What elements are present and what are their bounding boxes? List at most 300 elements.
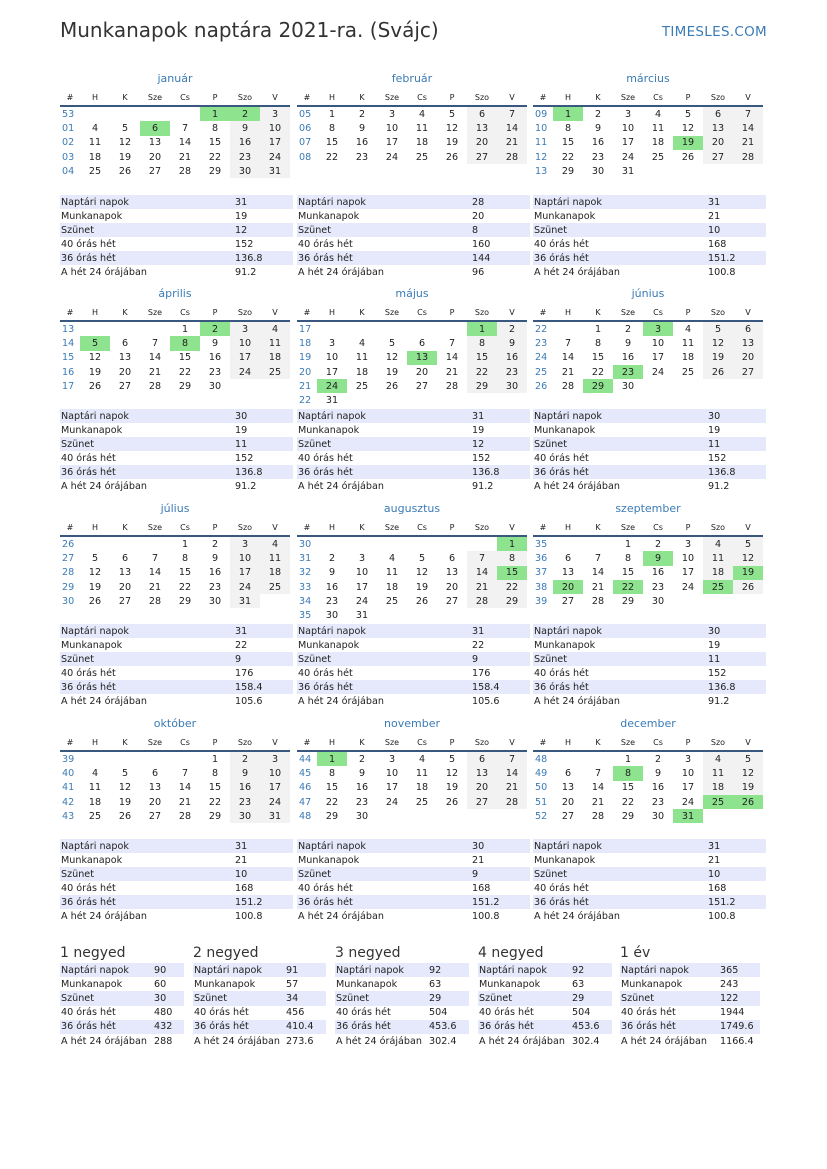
day-cell[interactable]: 11	[415, 767, 429, 779]
day-cell[interactable]: 12	[118, 782, 132, 794]
day-cell[interactable]: 21	[733, 136, 763, 150]
day-cell[interactable]: 27	[733, 365, 763, 379]
day-cell[interactable]: 28	[178, 810, 192, 822]
day-cell[interactable]: 30	[325, 610, 339, 622]
day-cell[interactable]: 2	[358, 753, 366, 765]
day-cell[interactable]: 27	[467, 795, 497, 809]
day-cell[interactable]: 13	[733, 336, 763, 350]
day-cell[interactable]: 8	[467, 336, 497, 350]
day-cell[interactable]: 12	[681, 122, 695, 134]
day-cell[interactable]: 8	[613, 766, 643, 780]
day-cell[interactable]: 9	[358, 767, 366, 779]
day-cell[interactable]: 10	[385, 767, 399, 779]
day-cell[interactable]: 15	[208, 782, 222, 794]
day-cell[interactable]: 27	[118, 380, 132, 392]
day-cell[interactable]: 2	[358, 108, 366, 120]
day-cell[interactable]: 19	[88, 366, 102, 378]
day-cell[interactable]: 19	[445, 782, 459, 794]
day-cell[interactable]: 13	[467, 121, 497, 135]
day-cell[interactable]: 16	[230, 781, 260, 795]
day-cell[interactable]: 7	[594, 552, 602, 564]
day-cell[interactable]: 11	[88, 137, 102, 149]
day-cell[interactable]: 17	[621, 137, 635, 149]
day-cell[interactable]: 22	[621, 796, 635, 808]
day-cell[interactable]: 30	[208, 380, 222, 392]
day-cell[interactable]: 29	[208, 165, 222, 177]
day-cell[interactable]: 13	[118, 352, 132, 364]
day-cell[interactable]: 28	[561, 380, 575, 392]
day-cell[interactable]: 21	[148, 366, 162, 378]
day-cell[interactable]: 23	[355, 151, 369, 163]
day-cell[interactable]: 27	[561, 810, 575, 822]
day-cell[interactable]: 6	[121, 337, 129, 349]
day-cell[interactable]: 10	[621, 122, 635, 134]
day-cell[interactable]: 29	[621, 810, 635, 822]
day-cell[interactable]: 16	[355, 782, 369, 794]
day-cell[interactable]: 26	[118, 810, 132, 822]
day-cell[interactable]: 5	[684, 108, 692, 120]
day-cell[interactable]: 8	[497, 551, 527, 565]
day-cell[interactable]: 14	[497, 121, 527, 135]
day-cell[interactable]: 3	[328, 337, 336, 349]
day-cell[interactable]: 16	[651, 567, 665, 579]
day-cell[interactable]: 25	[260, 580, 290, 594]
day-cell[interactable]: 21	[591, 581, 605, 593]
day-cell[interactable]: 28	[467, 594, 497, 608]
day-cell[interactable]: 15	[621, 567, 635, 579]
day-cell[interactable]: 25	[703, 795, 733, 809]
day-cell[interactable]: 21	[178, 151, 192, 163]
day-cell[interactable]: 5	[121, 122, 129, 134]
day-cell[interactable]: 17	[230, 351, 260, 365]
day-cell[interactable]: 9	[624, 337, 632, 349]
day-cell[interactable]: 22	[178, 581, 192, 593]
day-cell[interactable]: 7	[467, 551, 497, 565]
day-cell[interactable]: 11	[681, 337, 695, 349]
day-cell[interactable]: 12	[385, 352, 399, 364]
day-cell[interactable]: 13	[561, 567, 575, 579]
day-cell[interactable]: 24	[230, 580, 260, 594]
day-cell[interactable]: 29	[178, 380, 192, 392]
day-cell[interactable]: 4	[91, 767, 99, 779]
day-cell[interactable]: 15	[325, 782, 339, 794]
day-cell[interactable]: 22	[208, 151, 222, 163]
day-cell[interactable]: 14	[467, 566, 497, 580]
day-cell[interactable]: 16	[208, 567, 222, 579]
brand-link[interactable]: TIMESLES.COM	[661, 24, 767, 40]
day-cell[interactable]: 29	[467, 379, 497, 393]
day-cell[interactable]: 7	[181, 122, 189, 134]
day-cell[interactable]: 30	[621, 380, 635, 392]
day-cell[interactable]: 17	[355, 581, 369, 593]
day-cell[interactable]: 11	[385, 567, 399, 579]
day-cell[interactable]: 26	[445, 151, 459, 163]
day-cell[interactable]: 13	[118, 567, 132, 579]
day-cell[interactable]: 25	[385, 595, 399, 607]
day-cell[interactable]: 24	[317, 379, 347, 393]
day-cell[interactable]: 4	[260, 536, 290, 551]
day-cell[interactable]: 31	[325, 395, 339, 407]
day-cell[interactable]: 9	[358, 122, 366, 134]
day-cell[interactable]: 24	[651, 366, 665, 378]
day-cell[interactable]: 3	[230, 536, 260, 551]
day-cell[interactable]: 22	[497, 580, 527, 594]
day-cell[interactable]: 24	[385, 796, 399, 808]
day-cell[interactable]: 25	[415, 151, 429, 163]
day-cell[interactable]: 22	[325, 796, 339, 808]
day-cell[interactable]: 3	[358, 552, 366, 564]
day-cell[interactable]: 1	[497, 536, 527, 551]
day-cell[interactable]: 19	[118, 151, 132, 163]
day-cell[interactable]: 2	[654, 538, 662, 550]
day-cell[interactable]: 8	[328, 122, 336, 134]
day-cell[interactable]: 28	[497, 795, 527, 809]
day-cell[interactable]: 9	[328, 567, 336, 579]
day-cell[interactable]: 18	[415, 137, 429, 149]
day-cell[interactable]: 11	[355, 352, 369, 364]
day-cell[interactable]: 21	[445, 366, 459, 378]
day-cell[interactable]: 30	[591, 165, 605, 177]
day-cell[interactable]: 24	[355, 595, 369, 607]
day-cell[interactable]: 19	[673, 136, 703, 150]
day-cell[interactable]: 12	[733, 766, 763, 780]
day-cell[interactable]: 21	[148, 581, 162, 593]
day-cell[interactable]: 12	[415, 567, 429, 579]
day-cell[interactable]: 1	[624, 753, 632, 765]
day-cell[interactable]: 30	[355, 810, 369, 822]
day-cell[interactable]: 18	[703, 566, 733, 580]
day-cell[interactable]: 27	[148, 165, 162, 177]
day-cell[interactable]: 20	[148, 151, 162, 163]
day-cell[interactable]: 9	[211, 552, 219, 564]
day-cell[interactable]: 30	[230, 164, 260, 178]
day-cell[interactable]: 10	[260, 766, 290, 780]
day-cell[interactable]: 10	[325, 352, 339, 364]
day-cell[interactable]: 11	[415, 122, 429, 134]
day-cell[interactable]: 1	[328, 108, 336, 120]
day-cell[interactable]: 19	[733, 781, 763, 795]
day-cell[interactable]: 20	[118, 581, 132, 593]
day-cell[interactable]: 27	[148, 810, 162, 822]
day-cell[interactable]: 13	[148, 137, 162, 149]
day-cell[interactable]: 14	[591, 567, 605, 579]
day-cell[interactable]: 13	[445, 567, 459, 579]
day-cell[interactable]: 5	[733, 751, 763, 766]
day-cell[interactable]: 31	[355, 610, 369, 622]
day-cell[interactable]: 23	[591, 151, 605, 163]
day-cell[interactable]: 29	[621, 595, 635, 607]
day-cell[interactable]: 12	[118, 137, 132, 149]
day-cell[interactable]: 6	[121, 552, 129, 564]
day-cell[interactable]: 18	[260, 351, 290, 365]
day-cell[interactable]: 22	[591, 366, 605, 378]
day-cell[interactable]: 2	[211, 538, 219, 550]
day-cell[interactable]: 2	[624, 323, 632, 335]
day-cell[interactable]: 25	[260, 365, 290, 379]
day-cell[interactable]: 1	[553, 106, 583, 121]
day-cell[interactable]: 7	[448, 337, 456, 349]
day-cell[interactable]: 9	[230, 766, 260, 780]
day-cell[interactable]: 14	[497, 766, 527, 780]
day-cell[interactable]: 24	[260, 795, 290, 809]
day-cell[interactable]: 26	[681, 151, 695, 163]
day-cell[interactable]: 30	[497, 379, 527, 393]
day-cell[interactable]: 3	[230, 321, 260, 336]
day-cell[interactable]: 23	[230, 150, 260, 164]
day-cell[interactable]: 6	[151, 767, 159, 779]
day-cell[interactable]: 20	[561, 796, 575, 808]
day-cell[interactable]: 10	[385, 122, 399, 134]
day-cell[interactable]: 1	[594, 323, 602, 335]
day-cell[interactable]: 8	[564, 122, 572, 134]
day-cell[interactable]: 26	[733, 580, 763, 594]
day-cell[interactable]: 23	[497, 365, 527, 379]
day-cell[interactable]: 22	[561, 151, 575, 163]
day-cell[interactable]: 21	[591, 796, 605, 808]
day-cell[interactable]: 20	[553, 580, 583, 594]
day-cell[interactable]: 6	[564, 767, 572, 779]
day-cell[interactable]: 6	[448, 552, 456, 564]
day-cell[interactable]: 11	[260, 551, 290, 565]
day-cell[interactable]: 19	[415, 581, 429, 593]
day-cell[interactable]: 17	[385, 137, 399, 149]
day-cell[interactable]: 29	[178, 595, 192, 607]
day-cell[interactable]: 26	[703, 365, 733, 379]
day-cell[interactable]: 13	[407, 351, 437, 365]
day-cell[interactable]: 29	[583, 379, 613, 393]
day-cell[interactable]: 14	[178, 137, 192, 149]
day-cell[interactable]: 22	[208, 796, 222, 808]
day-cell[interactable]: 14	[148, 352, 162, 364]
day-cell[interactable]: 25	[703, 580, 733, 594]
day-cell[interactable]: 7	[733, 106, 763, 121]
day-cell[interactable]: 14	[591, 782, 605, 794]
day-cell[interactable]: 5	[121, 767, 129, 779]
day-cell[interactable]: 14	[178, 782, 192, 794]
day-cell[interactable]: 21	[178, 796, 192, 808]
day-cell[interactable]: 10	[230, 551, 260, 565]
day-cell[interactable]: 18	[703, 781, 733, 795]
day-cell[interactable]: 24	[681, 796, 695, 808]
day-cell[interactable]: 22	[178, 366, 192, 378]
day-cell[interactable]: 13	[561, 782, 575, 794]
day-cell[interactable]: 25	[88, 165, 102, 177]
day-cell[interactable]: 26	[445, 796, 459, 808]
day-cell[interactable]: 7	[564, 337, 572, 349]
day-cell[interactable]: 25	[681, 366, 695, 378]
day-cell[interactable]: 19	[88, 581, 102, 593]
day-cell[interactable]: 3	[643, 321, 673, 336]
day-cell[interactable]: 16	[651, 782, 665, 794]
day-cell[interactable]: 26	[733, 795, 763, 809]
day-cell[interactable]: 5	[80, 336, 110, 350]
day-cell[interactable]: 8	[181, 552, 189, 564]
day-cell[interactable]: 16	[355, 137, 369, 149]
day-cell[interactable]: 27	[118, 595, 132, 607]
day-cell[interactable]: 6	[467, 106, 497, 121]
day-cell[interactable]: 23	[230, 795, 260, 809]
day-cell[interactable]: 8	[211, 767, 219, 779]
day-cell[interactable]: 21	[497, 781, 527, 795]
day-cell[interactable]: 2	[594, 108, 602, 120]
day-cell[interactable]: 1	[624, 538, 632, 550]
day-cell[interactable]: 20	[148, 796, 162, 808]
day-cell[interactable]: 23	[208, 366, 222, 378]
day-cell[interactable]: 4	[358, 337, 366, 349]
day-cell[interactable]: 22	[467, 365, 497, 379]
day-cell[interactable]: 26	[88, 380, 102, 392]
day-cell[interactable]: 14	[561, 352, 575, 364]
day-cell[interactable]: 4	[684, 323, 692, 335]
day-cell[interactable]: 7	[151, 552, 159, 564]
day-cell[interactable]: 20	[467, 781, 497, 795]
day-cell[interactable]: 24	[621, 151, 635, 163]
day-cell[interactable]: 15	[178, 567, 192, 579]
day-cell[interactable]: 8	[211, 122, 219, 134]
day-cell[interactable]: 13	[703, 121, 733, 135]
day-cell[interactable]: 28	[591, 595, 605, 607]
day-cell[interactable]: 17	[651, 352, 665, 364]
day-cell[interactable]: 29	[561, 165, 575, 177]
day-cell[interactable]: 2	[497, 321, 527, 336]
day-cell[interactable]: 3	[260, 751, 290, 766]
day-cell[interactable]: 4	[388, 552, 396, 564]
day-cell[interactable]: 18	[260, 566, 290, 580]
day-cell[interactable]: 4	[418, 753, 426, 765]
day-cell[interactable]: 9	[654, 767, 662, 779]
day-cell[interactable]: 20	[733, 351, 763, 365]
day-cell[interactable]: 11	[651, 122, 665, 134]
day-cell[interactable]: 15	[561, 137, 575, 149]
day-cell[interactable]: 31	[260, 164, 290, 178]
day-cell[interactable]: 7	[594, 767, 602, 779]
day-cell[interactable]: 11	[88, 782, 102, 794]
day-cell[interactable]: 26	[88, 595, 102, 607]
day-cell[interactable]: 10	[355, 567, 369, 579]
day-cell[interactable]: 12	[445, 767, 459, 779]
day-cell[interactable]: 1	[200, 106, 230, 121]
day-cell[interactable]: 23	[613, 365, 643, 379]
day-cell[interactable]: 26	[415, 595, 429, 607]
day-cell[interactable]: 25	[88, 810, 102, 822]
day-cell[interactable]: 10	[681, 552, 695, 564]
day-cell[interactable]: 28	[591, 810, 605, 822]
day-cell[interactable]: 4	[703, 751, 733, 766]
day-cell[interactable]: 17	[681, 567, 695, 579]
day-cell[interactable]: 8	[328, 767, 336, 779]
day-cell[interactable]: 28	[497, 150, 527, 164]
day-cell[interactable]: 17	[230, 566, 260, 580]
day-cell[interactable]: 18	[88, 796, 102, 808]
day-cell[interactable]: 17	[325, 366, 339, 378]
day-cell[interactable]: 16	[497, 351, 527, 365]
day-cell[interactable]: 25	[651, 151, 665, 163]
day-cell[interactable]: 23	[208, 581, 222, 593]
day-cell[interactable]: 18	[651, 137, 665, 149]
day-cell[interactable]: 9	[643, 551, 673, 565]
day-cell[interactable]: 24	[230, 365, 260, 379]
day-cell[interactable]: 23	[651, 796, 665, 808]
day-cell[interactable]: 7	[151, 337, 159, 349]
day-cell[interactable]: 20	[703, 136, 733, 150]
day-cell[interactable]: 10	[260, 121, 290, 135]
day-cell[interactable]: 30	[651, 810, 665, 822]
day-cell[interactable]: 3	[388, 108, 396, 120]
day-cell[interactable]: 5	[448, 753, 456, 765]
day-cell[interactable]: 6	[418, 337, 426, 349]
day-cell[interactable]: 6	[467, 751, 497, 766]
day-cell[interactable]: 2	[230, 106, 260, 121]
day-cell[interactable]: 11	[703, 551, 733, 565]
day-cell[interactable]: 21	[561, 366, 575, 378]
day-cell[interactable]: 12	[733, 551, 763, 565]
day-cell[interactable]: 30	[651, 595, 665, 607]
day-cell[interactable]: 18	[385, 581, 399, 593]
day-cell[interactable]: 14	[148, 567, 162, 579]
day-cell[interactable]: 6	[140, 121, 170, 135]
day-cell[interactable]: 21	[467, 580, 497, 594]
day-cell[interactable]: 4	[260, 321, 290, 336]
day-cell[interactable]: 17	[260, 781, 290, 795]
day-cell[interactable]: 16	[230, 136, 260, 150]
day-cell[interactable]: 6	[703, 106, 733, 121]
day-cell[interactable]: 23	[325, 595, 339, 607]
day-cell[interactable]: 5	[703, 321, 733, 336]
day-cell[interactable]: 15	[591, 352, 605, 364]
day-cell[interactable]: 27	[561, 595, 575, 607]
day-cell[interactable]: 27	[703, 150, 733, 164]
day-cell[interactable]: 1	[181, 538, 189, 550]
day-cell[interactable]: 17	[681, 782, 695, 794]
day-cell[interactable]: 4	[703, 536, 733, 551]
day-cell[interactable]: 23	[355, 796, 369, 808]
day-cell[interactable]: 7	[497, 106, 527, 121]
day-cell[interactable]: 15	[208, 137, 222, 149]
day-cell[interactable]: 18	[355, 366, 369, 378]
day-cell[interactable]: 26	[385, 380, 399, 392]
day-cell[interactable]: 19	[385, 366, 399, 378]
day-cell[interactable]: 28	[148, 380, 162, 392]
day-cell[interactable]: 12	[445, 122, 459, 134]
day-cell[interactable]: 22	[613, 580, 643, 594]
day-cell[interactable]: 2	[654, 753, 662, 765]
day-cell[interactable]: 18	[681, 352, 695, 364]
day-cell[interactable]: 1	[181, 323, 189, 335]
day-cell[interactable]: 3	[388, 753, 396, 765]
day-cell[interactable]: 13	[467, 766, 497, 780]
day-cell[interactable]: 9	[497, 336, 527, 350]
day-cell[interactable]: 15	[497, 566, 527, 580]
day-cell[interactable]: 8	[624, 552, 632, 564]
day-cell[interactable]: 5	[418, 552, 426, 564]
day-cell[interactable]: 5	[91, 552, 99, 564]
day-cell[interactable]: 5	[388, 337, 396, 349]
day-cell[interactable]: 9	[594, 122, 602, 134]
day-cell[interactable]: 10	[230, 336, 260, 350]
day-cell[interactable]: 12	[703, 336, 733, 350]
day-cell[interactable]: 30	[208, 595, 222, 607]
day-cell[interactable]: 22	[325, 151, 339, 163]
day-cell[interactable]: 16	[208, 352, 222, 364]
day-cell[interactable]: 6	[564, 552, 572, 564]
day-cell[interactable]: 3	[684, 538, 692, 550]
day-cell[interactable]: 8	[170, 336, 200, 350]
day-cell[interactable]: 17	[260, 136, 290, 150]
day-cell[interactable]: 10	[651, 337, 665, 349]
day-cell[interactable]: 17	[385, 782, 399, 794]
day-cell[interactable]: 16	[591, 137, 605, 149]
day-cell[interactable]: 24	[260, 150, 290, 164]
